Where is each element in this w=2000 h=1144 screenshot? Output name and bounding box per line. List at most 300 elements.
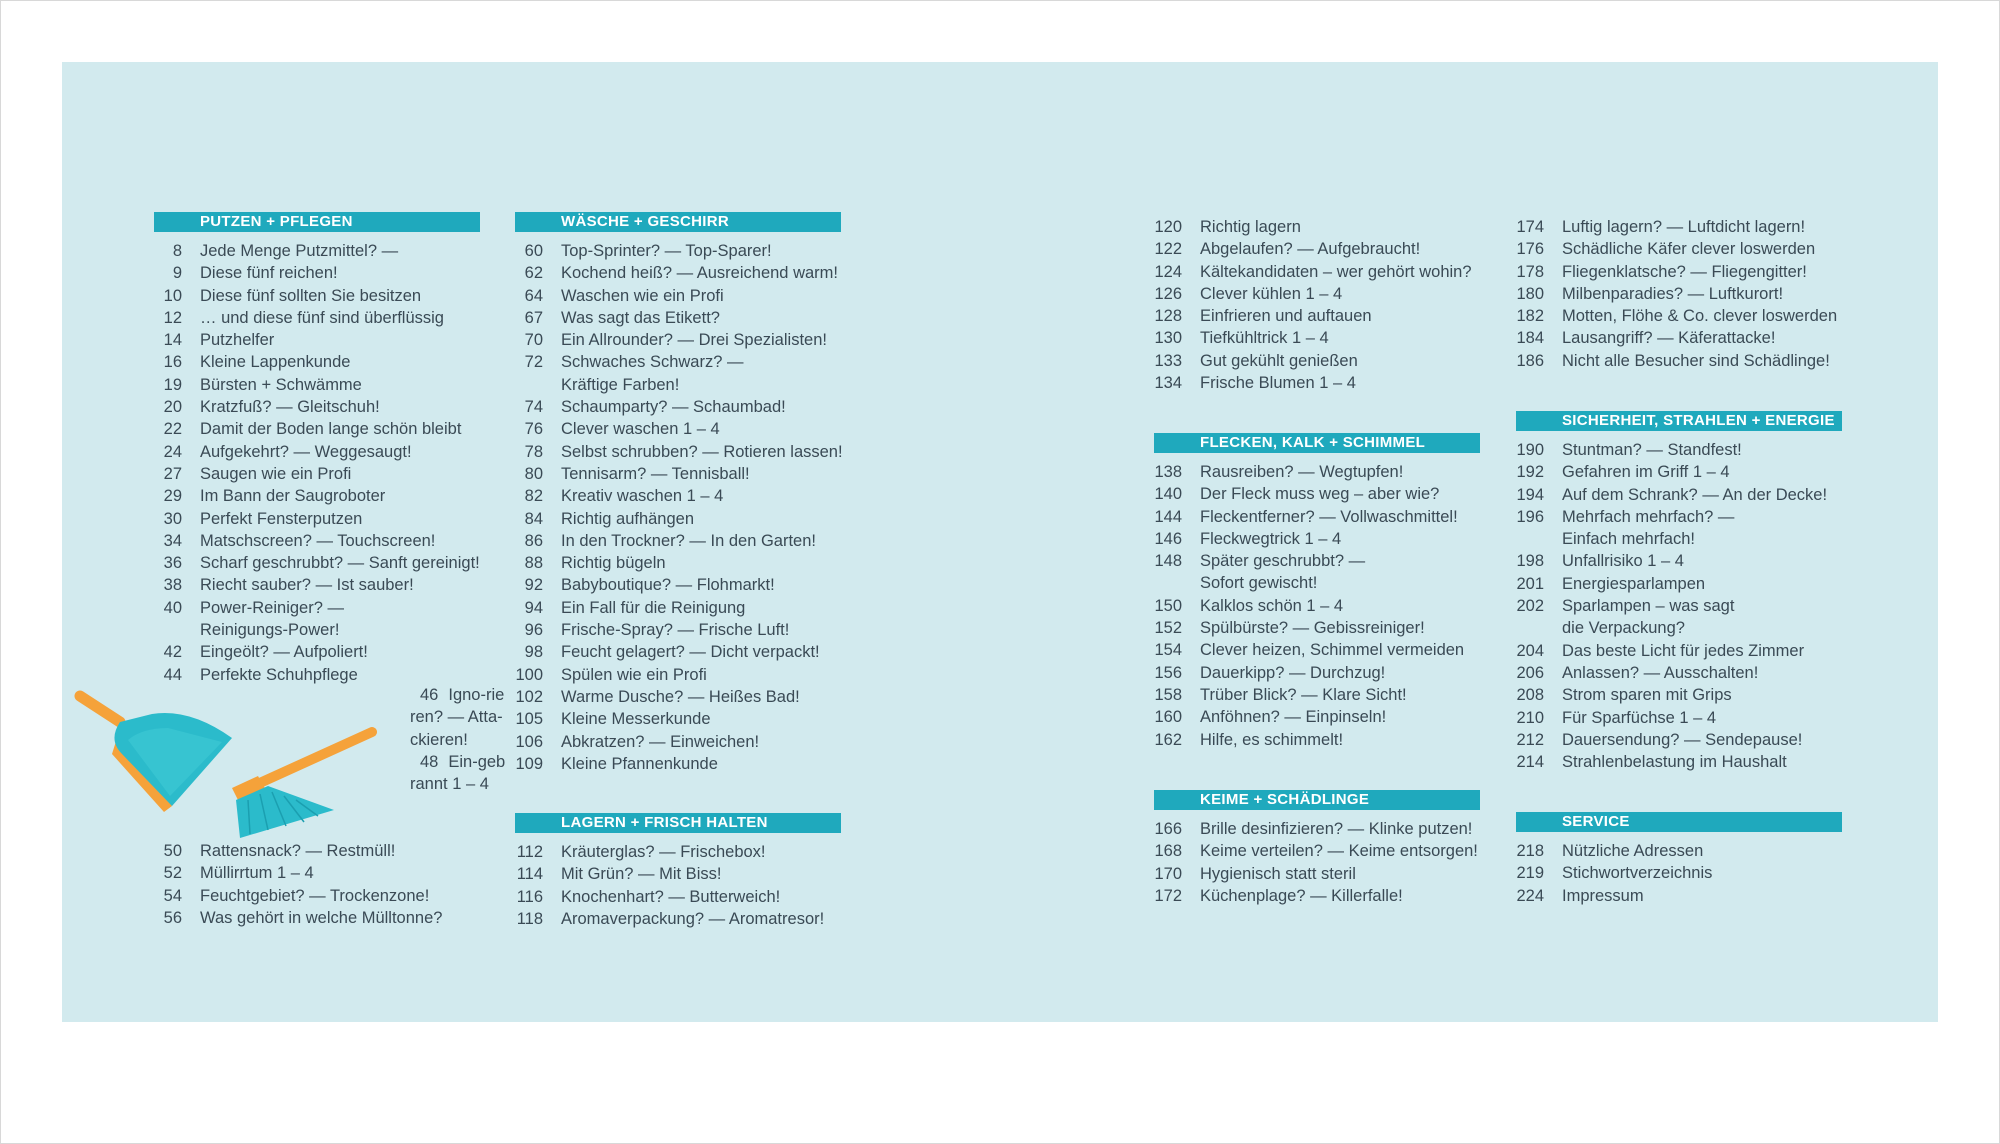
toc-page-number: 158 <box>1154 685 1182 704</box>
toc-page-number: 162 <box>1154 730 1182 749</box>
toc-entry-title: Kleine Pfannenkunde <box>561 754 718 773</box>
toc-entry <box>154 351 480 373</box>
toc-entry-title: Milbenparadies? — Luftkurort! <box>1562 284 1784 303</box>
toc-page-number: 54 <box>163 886 182 905</box>
toc-page-number: 100 <box>515 665 543 684</box>
section-title-keime: KEIME + SCHÄDLINGE <box>1154 790 1480 810</box>
toc-page-number: 168 <box>1154 842 1182 861</box>
toc-page-number: 152 <box>1154 619 1182 638</box>
toc-entry-title: Gut gekühlt genießen <box>1200 351 1358 370</box>
section-title-waesche: WÄSCHE + GESCHIRR <box>515 212 841 232</box>
toc-entry <box>154 262 480 284</box>
toc-entry-title: Power-Reiniger? — <box>200 598 344 617</box>
toc-entry-title: … und diese fünf sind überflüssig <box>200 308 444 327</box>
toc-page-number: 67 <box>524 308 543 327</box>
toc-entry <box>1516 283 1837 305</box>
toc-page-number: 208 <box>1516 686 1544 705</box>
toc-page-number: 176 <box>1516 240 1544 259</box>
narrow-entries-putzen <box>410 684 506 795</box>
toc-page-number: 198 <box>1516 552 1544 571</box>
toc-entry-title: Strahlenbelastung im Haushalt <box>1562 753 1787 772</box>
toc-entry-title: Top-Sprinter? — Top-Sparer! <box>561 242 772 260</box>
toc-entry-title: Abkratzen? — Einweichen! <box>561 732 760 751</box>
toc-entry <box>515 641 843 663</box>
toc-page-number: 30 <box>163 509 182 528</box>
toc-page-number: 96 <box>524 621 543 640</box>
toc-entry-title: Richtig bügeln <box>561 554 666 573</box>
toc-entry-title: Lausangriff? — Käferattacke! <box>1562 329 1776 348</box>
toc-entry <box>154 285 480 307</box>
toc-entry-title: Im Bann der Saugroboter <box>200 487 386 506</box>
toc-entry <box>1154 617 1480 639</box>
toc-page-number: 202 <box>1516 597 1544 616</box>
toc-page-number: 122 <box>1154 240 1182 259</box>
toc-entry <box>515 863 841 885</box>
toc-page-number: 27 <box>163 464 182 483</box>
toc-entry <box>1154 550 1480 572</box>
toc-entry-title: Scharf geschrubbt? — Sanft gereinigt! <box>200 554 480 573</box>
toc-page-number <box>1516 617 1544 639</box>
toc-entry-title: Später geschrubbt? — <box>1200 552 1366 571</box>
toc-page-number: 22 <box>163 420 182 439</box>
toc-entry <box>154 840 442 862</box>
toc-entry <box>1516 216 1837 238</box>
toc-entry-title: Sofort gewischt! <box>1200 574 1318 593</box>
toc-page-number: 8 <box>172 242 182 260</box>
toc-entry-title: Sparlampen – was sagt <box>1562 597 1735 616</box>
toc-entry <box>515 686 843 708</box>
toc-page-number: 166 <box>1154 820 1182 838</box>
toc-page-number: 16 <box>163 353 182 372</box>
toc-entry <box>1516 327 1837 349</box>
toc-entry-title: Anlassen? — Ausschalten! <box>1562 663 1759 682</box>
toc-page-number: 114 <box>516 865 543 884</box>
toc-entry-title: Tiefkühltrick 1 – 4 <box>1200 329 1329 348</box>
toc-entry-title: Diese fünf reichen! <box>200 264 338 283</box>
section-title-sicherheit: SICHERHEIT, STRAHLEN + ENERGIE <box>1516 411 1842 431</box>
toc-entry <box>1154 639 1480 661</box>
toc-page-number: 150 <box>1154 596 1182 615</box>
toc-entry-title: Perfekte Schuhpflege <box>200 665 358 684</box>
toc-entry <box>515 329 843 351</box>
toc-entry-title: Müllirrtum 1 – 4 <box>200 864 314 883</box>
toc-page-number: 40 <box>163 598 182 617</box>
toc-entry-title: Motten, Flöhe & Co. clever loswerden <box>1562 307 1838 326</box>
toc-page-number: 10 <box>163 286 182 305</box>
toc-entry <box>1516 261 1837 283</box>
toc-page-number: 62 <box>524 264 543 283</box>
toc-page-number: 120 <box>1154 218 1182 236</box>
toc-entry <box>1154 863 1480 885</box>
toc-entry <box>515 485 843 507</box>
toc-entry-title: Trüber Blick? — Klare Sicht! <box>1200 685 1407 704</box>
toc-entry <box>154 862 442 884</box>
toc-entry <box>1154 706 1480 728</box>
toc-entry-title: Mehrfach mehrfach? — <box>1562 507 1735 526</box>
section-keime-cont <box>1516 216 1837 372</box>
toc-entry <box>1516 885 1842 907</box>
toc-entry-title: Kältekandidaten – wer gehört wohin? <box>1200 262 1472 281</box>
toc-entry-title: Nützliche Adressen <box>1562 842 1704 860</box>
toc-entry-title: Was gehört in welche Mülltonne? <box>200 908 443 927</box>
toc-entry-title: Waschen wie ein Profi <box>561 286 724 305</box>
toc-entry <box>515 396 843 418</box>
toc-entry-title: Diese fünf sollten Sie besitzen <box>200 286 422 305</box>
toc-entry-title: Kleine Lappenkunde <box>200 353 351 372</box>
toc-entry <box>515 731 843 753</box>
toc-page-number: 20 <box>163 398 182 417</box>
toc-entry <box>515 463 843 485</box>
toc-entry-title: Impressum <box>1562 886 1644 905</box>
toc-entry <box>1516 751 1842 773</box>
toc-entry <box>515 664 843 686</box>
section-lagern-cont <box>1154 216 1472 394</box>
toc-entry-title: Kratzfuß? — Gleitschuh! <box>200 398 380 417</box>
toc-entry <box>1516 350 1837 372</box>
toc-entry-title: Kreativ waschen 1 – 4 <box>561 487 724 506</box>
toc-page-number: 112 <box>516 843 543 861</box>
toc-entry-title: Spülen wie ein Profi <box>561 665 707 684</box>
toc-page-number: 72 <box>524 353 543 372</box>
toc-page-number: 42 <box>163 643 182 662</box>
toc-entry <box>515 753 843 775</box>
toc-page-number: 102 <box>515 687 543 706</box>
toc-entry-title: Schwaches Schwarz? — <box>561 353 744 372</box>
toc-page-number: 134 <box>1154 374 1182 393</box>
toc-page-number: 36 <box>163 554 182 573</box>
toc-page-number <box>1154 572 1182 594</box>
toc-list-flecken <box>1154 461 1480 751</box>
toc-page-number: 105 <box>515 710 543 729</box>
toc-entry <box>154 329 480 351</box>
toc-entry <box>154 530 480 552</box>
toc-page-number: 86 <box>524 531 543 550</box>
toc-entry <box>154 574 480 596</box>
toc-page-number: 109 <box>515 754 543 773</box>
toc-entry-title: Gefahren im Griff 1 – 4 <box>1562 463 1730 482</box>
toc-page-number <box>515 374 543 396</box>
toc-entry-title: Schädliche Käfer clever loswerden <box>1562 240 1816 259</box>
toc-entry-title: Reinigungs-Power! <box>200 621 340 640</box>
toc-entry <box>1154 662 1480 684</box>
toc-entry <box>154 619 480 641</box>
toc-entry <box>1516 238 1837 260</box>
toc-page-number: 48 <box>420 752 439 771</box>
toc-entry <box>1516 439 1842 461</box>
toc-entry <box>1516 506 1842 528</box>
toc-entry <box>154 597 480 619</box>
toc-page-number: 210 <box>1516 708 1544 727</box>
toc-entry-title: Selbst schrubben? — Rotieren lassen! <box>561 442 843 461</box>
toc-entry-title: Was sagt das Etikett? <box>561 308 720 327</box>
toc-entry <box>154 641 480 663</box>
toc-entry-title: Richtig lagern <box>1200 218 1301 236</box>
toc-entry-title: Kräuterglas? — Frischebox! <box>561 843 766 861</box>
toc-page-number: 116 <box>516 887 543 906</box>
toc-page-number: 88 <box>524 554 543 573</box>
toc-entry-title: Fliegenklatsche? — Fliegengitter! <box>1562 262 1807 281</box>
toc-entry-title: Hygienisch statt steril <box>1200 864 1356 883</box>
toc-entry-title: Tennisarm? — Tennisball! <box>561 464 750 483</box>
toc-entry <box>1516 550 1842 572</box>
toc-entry <box>1516 484 1842 506</box>
toc-page-number: 34 <box>163 531 182 550</box>
toc-page-number: 182 <box>1516 307 1544 326</box>
toc-page-number: 219 <box>1516 864 1544 883</box>
toc-entry-title: Kleine Messerkunde <box>561 710 711 729</box>
toc-entry-title: Matschscreen? — Touchscreen! <box>200 531 436 550</box>
toc-entry-title: Igno-rieren? — Atta-ckieren! <box>410 686 505 749</box>
toc-list-sicherheit <box>1516 439 1842 773</box>
toc-entry-title: Ein-gebrannt 1 – 4 <box>410 752 506 794</box>
toc-page-number: 212 <box>1516 730 1544 749</box>
toc-entry-title: Rausreiben? — Wegtupfen! <box>1200 463 1404 481</box>
toc-page-number: 50 <box>163 842 182 860</box>
toc-entry <box>515 574 843 596</box>
toc-page-number: 194 <box>1516 485 1544 504</box>
toc-entry <box>1154 350 1472 372</box>
toc-page-number: 46 <box>420 686 439 704</box>
section-title-lagern: LAGERN + FRISCH HALTEN <box>515 813 841 833</box>
section-title-service: SERVICE <box>1516 812 1842 832</box>
toc-entry-title: Keime verteilen? — Keime entsorgen! <box>1200 842 1478 861</box>
toc-entry <box>515 307 843 329</box>
toc-entry-title: die Verpackung? <box>1562 619 1685 638</box>
toc-entry <box>515 418 843 440</box>
toc-entry-title: Dauersendung? — Sendepause! <box>1562 730 1803 749</box>
toc-entry <box>154 885 442 907</box>
toc-entry-title: Putzhelfer <box>200 331 275 350</box>
toc-entry <box>515 619 843 641</box>
toc-entry-title: Luftig lagern? — Luftdicht lagern! <box>1562 218 1806 236</box>
toc-page-number: 19 <box>163 375 182 394</box>
toc-page-number: 190 <box>1516 441 1544 459</box>
toc-page-number: 12 <box>163 308 182 327</box>
toc-entry <box>1154 461 1480 483</box>
toc-entry-title: Perfekt Fensterputzen <box>200 509 363 528</box>
toc-entry <box>1154 818 1480 840</box>
toc-entry <box>154 552 480 574</box>
toc-page-number: 146 <box>1154 529 1182 548</box>
toc-entry <box>1516 640 1842 662</box>
toc-list-keime <box>1154 818 1480 907</box>
toc-page-number: 133 <box>1154 351 1182 370</box>
toc-entry-title: Damit der Boden lange schön bleibt <box>200 420 462 439</box>
section-waesche <box>515 212 843 775</box>
toc-entry-title: Kräftige Farben! <box>561 375 680 394</box>
toc-page-number: 56 <box>163 908 182 927</box>
toc-entry-title: Clever waschen 1 – 4 <box>561 420 720 439</box>
toc-entry-title: Fleckentferner? — Vollwaschmittel! <box>1200 507 1458 526</box>
toc-entry-title: Aufgekehrt? — Weggesaugt! <box>200 442 412 461</box>
toc-entry <box>154 374 480 396</box>
toc-page-number: 80 <box>524 464 543 483</box>
toc-entry <box>1516 684 1842 706</box>
toc-entry-title: Bürsten + Schwämme <box>200 375 362 394</box>
section-putzen-after <box>154 840 442 929</box>
toc-list-keime-cont <box>1516 216 1837 372</box>
toc-page-number: 170 <box>1154 864 1182 883</box>
toc-entry <box>154 418 480 440</box>
toc-page-number: 44 <box>163 665 182 684</box>
toc-entry-title: Stichwortverzeichnis <box>1562 864 1713 883</box>
toc-page-number: 126 <box>1154 284 1182 303</box>
toc-page-number: 118 <box>516 909 543 928</box>
toc-entry-title: Babyboutique? — Flohmarkt! <box>561 576 775 595</box>
toc-page-number: 74 <box>524 398 543 417</box>
toc-entry-title: Saugen wie ein Profi <box>200 464 352 483</box>
toc-entry-title: Frische Blumen 1 – 4 <box>1200 374 1356 393</box>
toc-entry-title: Ein Fall für die Reinigung <box>561 598 746 617</box>
toc-entry-title: Fleckwegtrick 1 – 4 <box>1200 529 1342 548</box>
section-title-flecken: FLECKEN, KALK + SCHIMMEL <box>1154 433 1480 453</box>
toc-entry-title: Brille desinfizieren? — Klinke putzen! <box>1200 820 1473 838</box>
toc-entry-title: Kalklos schön 1 – 4 <box>1200 596 1344 615</box>
toc-entry-title: Abgelaufen? — Aufgebraucht! <box>1200 240 1421 259</box>
toc-entry-title: Clever heizen, Schimmel vermeiden <box>1200 641 1465 660</box>
toc-entry-title: Kochend heiß? — Ausreichend warm! <box>561 264 838 283</box>
toc-entry-title: Ein Allrounder? — Drei Spezialisten! <box>561 331 827 350</box>
toc-entry <box>154 441 480 463</box>
toc-entry <box>1154 483 1480 505</box>
toc-page-number: 70 <box>524 331 543 350</box>
toc-entry <box>154 396 480 418</box>
toc-entry-title: Das beste Licht für jedes Zimmer <box>1562 641 1805 660</box>
toc-entry-title: Stuntman? — Standfest! <box>1562 441 1742 459</box>
toc-entry-title: Einfrieren und auftauen <box>1200 307 1372 326</box>
toc-entry <box>515 552 843 574</box>
toc-page-number: 172 <box>1154 886 1182 905</box>
toc-page-number: 178 <box>1516 262 1544 281</box>
toc-entry <box>1154 595 1480 617</box>
toc-page-number: 98 <box>524 643 543 662</box>
toc-entry <box>515 708 843 730</box>
toc-entry-title: Küchenplage? — Killerfalle! <box>1200 886 1403 905</box>
toc-entry <box>1516 573 1842 595</box>
toc-entry <box>515 285 843 307</box>
toc-entry-title: Der Fleck muss weg – aber wie? <box>1200 485 1440 504</box>
toc-page-number: 24 <box>163 442 182 461</box>
toc-entry-title: Schaumparty? — Schaumbad! <box>561 398 786 417</box>
toc-entry-title: Eingeölt? — Aufpoliert! <box>200 643 368 662</box>
toc-entry <box>515 530 843 552</box>
toc-entry <box>515 908 841 930</box>
toc-page-number: 106 <box>515 732 543 751</box>
toc-page-number: 130 <box>1154 329 1182 348</box>
toc-entry <box>515 886 841 908</box>
toc-entry-title: Hilfe, es schimmelt! <box>1200 730 1344 749</box>
toc-entry <box>515 508 843 530</box>
toc-entry-title: Anföhnen? — Einpinseln! <box>1200 708 1387 727</box>
section-putzen <box>154 212 480 686</box>
toc-list-putzen-after <box>154 840 442 929</box>
toc-entry <box>154 463 480 485</box>
toc-page-number: 64 <box>524 286 543 305</box>
toc-page-number: 140 <box>1154 485 1182 504</box>
toc-entry-title: Für Sparfüchse 1 – 4 <box>1562 708 1717 727</box>
toc-entry <box>1154 684 1480 706</box>
toc-page-number: 204 <box>1516 641 1544 660</box>
toc-page-number: 218 <box>1516 842 1544 860</box>
toc-entry-title: Unfallrisiko 1 – 4 <box>1562 552 1684 571</box>
toc-page-number: 148 <box>1154 552 1182 571</box>
toc-page-number: 9 <box>172 264 182 283</box>
toc-entry <box>1516 662 1842 684</box>
toc-entry-title: Energiesparlampen <box>1562 574 1706 593</box>
toc-entry <box>1516 305 1837 327</box>
toc-entry <box>1154 729 1480 751</box>
toc-page-number <box>154 619 182 641</box>
toc-entry-title: Aromaverpackung? — Aromatresor! <box>561 909 825 928</box>
toc-entry-title: Knochenhart? — Butterweich! <box>561 887 781 906</box>
toc-entry <box>154 485 480 507</box>
toc-entry <box>1154 885 1480 907</box>
toc-page-number: 14 <box>163 331 182 350</box>
toc-page-number: 192 <box>1516 463 1544 482</box>
toc-list-putzen <box>154 240 480 686</box>
toc-entry-wrapped <box>410 684 506 751</box>
section-sicherheit <box>1516 411 1842 773</box>
toc-entry-title: Feucht gelagert? — Dicht verpackt! <box>561 643 820 662</box>
toc-entry <box>1154 261 1472 283</box>
toc-entry <box>1154 238 1472 260</box>
toc-entry-wrapped <box>410 751 506 796</box>
section-keime <box>1154 790 1480 907</box>
toc-entry-title: Clever kühlen 1 – 4 <box>1200 284 1343 303</box>
toc-entry <box>515 441 843 463</box>
toc-page-number: 82 <box>524 487 543 506</box>
toc-entry-title: Warme Dusche? — Heißes Bad! <box>561 687 800 706</box>
toc-entry <box>515 262 843 284</box>
toc-page-number: 138 <box>1154 463 1182 481</box>
toc-page-number: 201 <box>1516 574 1544 593</box>
toc-list-lagern-cont <box>1154 216 1472 394</box>
toc-entry <box>1154 528 1480 550</box>
toc-entry <box>154 508 480 530</box>
toc-entry-title: Mit Grün? — Mit Biss! <box>561 865 722 884</box>
toc-entry <box>1516 617 1842 639</box>
toc-entry <box>1154 840 1480 862</box>
toc-list-waesche <box>515 240 843 775</box>
toc-entry <box>1154 216 1472 238</box>
toc-entry-title: Riecht sauber? — Ist sauber! <box>200 576 414 595</box>
toc-page-number: 180 <box>1516 284 1544 303</box>
toc-entry <box>1154 327 1472 349</box>
toc-list-lagern <box>515 841 841 930</box>
toc-page-number: 174 <box>1516 218 1544 236</box>
toc-entry-title: Auf dem Schrank? — An der Decke! <box>1562 485 1828 504</box>
toc-entry <box>154 307 480 329</box>
toc-entry-title: Einfach mehrfach! <box>1562 530 1695 549</box>
section-title-putzen: PUTZEN + PFLEGEN <box>154 212 480 232</box>
toc-page-number: 186 <box>1516 351 1544 370</box>
toc-entry <box>515 374 843 396</box>
toc-entry <box>515 240 843 262</box>
toc-entry <box>154 240 480 262</box>
toc-page-number: 206 <box>1516 663 1544 682</box>
section-flecken <box>1154 433 1480 751</box>
toc-entry-title: Frische-Spray? — Frische Luft! <box>561 621 790 640</box>
toc-page-number: 94 <box>524 598 543 617</box>
toc-page-number: 196 <box>1516 507 1544 526</box>
toc-entry <box>1516 707 1842 729</box>
toc-page-number: 76 <box>524 420 543 439</box>
toc-entry <box>1516 528 1842 550</box>
toc-entry <box>154 664 480 686</box>
dustpan-broom-illustration <box>72 688 392 838</box>
toc-page-number: 92 <box>524 576 543 595</box>
toc-entry-title: Rattensnack? — Restmüll! <box>200 842 396 860</box>
